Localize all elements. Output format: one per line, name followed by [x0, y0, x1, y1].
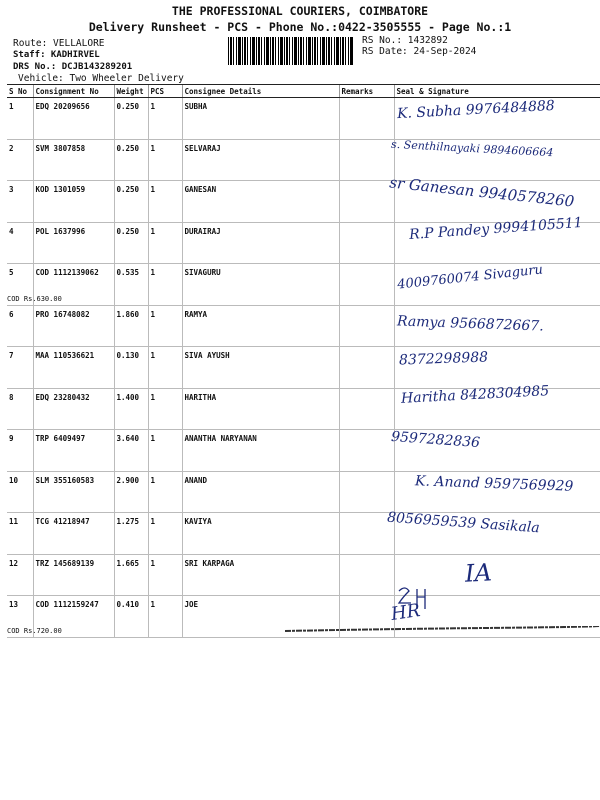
row-sno: 12 — [7, 554, 33, 596]
company-title: THE PROFESSIONAL COURIERS, COIMBATORE — [171, 4, 429, 18]
row-signature — [390, 137, 600, 181]
row-pcs: 1 — [148, 430, 182, 472]
vehicle-label: Vehicle: Two Wheeler Delivery — [18, 73, 184, 84]
route-label: Route: VELLALORE — [13, 38, 105, 49]
table-row — [7, 471, 600, 513]
row-weight: 0.250 — [114, 98, 148, 140]
row-pcs: 1 — [148, 554, 182, 596]
row-sno: 5 COD Rs.630.00 — [7, 264, 33, 306]
row-remarks — [339, 347, 394, 389]
row-consignee: KAVIYA — [182, 513, 339, 555]
row-sno: 10 — [7, 471, 33, 513]
row-remarks — [339, 98, 394, 140]
handwritten-signature: IA — [463, 557, 493, 588]
handwritten-signature: K. Subha 9976484888 — [396, 97, 555, 123]
row-sno: 3 — [7, 181, 33, 223]
row-consignment-no: SVM 3807858 — [33, 139, 114, 181]
row-sno: 11 — [7, 513, 33, 555]
table-row — [7, 388, 600, 430]
staff-label: Staff: KADHIRVEL — [13, 50, 100, 60]
row-pcs: 1 — [148, 222, 182, 264]
row-signature — [394, 214, 600, 264]
row-sno: 6 — [7, 305, 33, 347]
row-consignee: DURAIRAJ — [182, 222, 339, 264]
row-weight: 1.400 — [114, 388, 148, 430]
row-pcs: 1 — [148, 513, 182, 555]
runsheet-subtitle: Delivery Runsheet - PCS - Phone No.:0422-3505555 - Page No.:1 — [88, 20, 512, 34]
row-consignee: JOE — [182, 596, 339, 638]
row-remarks — [339, 388, 394, 430]
rs-date: RS Date: 24-Sep-2024 — [362, 46, 477, 57]
row-consignment-no: SLM 355160583 — [33, 471, 114, 513]
row-consignment-no: POL 1637996 — [33, 222, 114, 264]
row-signature — [394, 264, 600, 306]
handwritten-signature: s. Senthilnayaki 9894606664 — [390, 137, 554, 159]
row-remarks — [339, 554, 394, 596]
table-row — [7, 264, 600, 306]
row-signature — [394, 471, 600, 513]
handwritten-signature: 8056959539 Sasikala — [386, 509, 540, 537]
row-sno: 7 — [7, 347, 33, 389]
row-consignment-no: COD 1112139062 — [33, 264, 114, 306]
table-row — [7, 554, 600, 596]
row-consignment-no: TRZ 145689139 — [33, 554, 114, 596]
row-consignment-no: PRO 16748082 — [33, 305, 114, 347]
row-weight: 1.665 — [114, 554, 148, 596]
table-row — [7, 513, 600, 555]
row-remarks — [339, 139, 394, 181]
cod-amount: COD Rs.720.00 — [7, 626, 62, 635]
col-header-remarks: Remarks — [339, 85, 394, 98]
row-consignee: ANANTHA NARYANAN — [182, 430, 339, 472]
handwritten-signature: sr Ganesan 9940578260 — [388, 173, 575, 211]
row-consignment-no: EDQ 20209656 — [33, 98, 114, 140]
table-header-row — [7, 85, 600, 98]
row-pcs: 1 — [148, 181, 182, 223]
handwritten-signature: R.P Pandey 9994105511 — [408, 214, 583, 243]
row-sno: 8 — [7, 388, 33, 430]
col-header-consignee: Consignee Details — [182, 85, 339, 98]
row-pcs: 1 — [148, 347, 182, 389]
row-consignee: SRI KARPAGA — [182, 554, 339, 596]
row-pcs: 1 — [148, 305, 182, 347]
col-header-consignment: Consignment No — [33, 85, 114, 98]
row-consignee: GANESAN — [182, 181, 339, 223]
row-consignee: SIVA AYUSH — [182, 347, 339, 389]
row-sno: 9 — [7, 430, 33, 472]
handwritten-signature: 4009760074 Sivaguru — [396, 262, 544, 293]
row-remarks — [339, 513, 394, 555]
row-weight: 0.130 — [114, 347, 148, 389]
row-sno: 2 — [7, 139, 33, 181]
row-remarks — [339, 264, 394, 306]
row-consignee: SIVAGURU — [182, 264, 339, 306]
cod-amount: COD Rs.630.00 — [7, 294, 62, 303]
handwritten-signature: Haritha 8428304985 — [400, 382, 550, 407]
row-pcs: 1 — [148, 264, 182, 306]
row-signature — [394, 305, 600, 347]
row-signature — [394, 98, 600, 140]
table-row — [7, 222, 600, 264]
row-weight: 2.900 — [114, 471, 148, 513]
table-row — [7, 139, 600, 181]
row-remarks — [339, 471, 394, 513]
row-pcs: 1 — [148, 139, 182, 181]
row-consignment-no: TCG 41218947 — [33, 513, 114, 555]
row-consignee: SELVARAJ — [182, 139, 339, 181]
row-consignee: SUBHA — [182, 98, 339, 140]
barcode — [228, 37, 354, 65]
row-weight: 1.860 — [114, 305, 148, 347]
handwritten-signature: Ramya 9566872667. — [396, 312, 544, 335]
row-signature — [390, 428, 600, 472]
row-remarks — [339, 222, 394, 264]
drs-number: DRS No.: DCJB143289201 — [13, 62, 133, 72]
pen-stroke-line — [285, 626, 600, 632]
row-weight: 0.535 — [114, 264, 148, 306]
row-weight: 0.250 — [114, 139, 148, 181]
row-weight: 1.275 — [114, 513, 148, 555]
row-remarks — [339, 430, 394, 472]
col-header-signature: Seal & Signature — [394, 85, 600, 98]
row-consignment-no: KOD 1301059 — [33, 181, 114, 223]
row-weight: 0.250 — [114, 181, 148, 223]
handwritten-signature: K. Anand 9597569929 — [414, 472, 574, 495]
table-row — [7, 430, 600, 472]
row-remarks — [339, 181, 394, 223]
row-consignee: ANAND — [182, 471, 339, 513]
col-header-pcs: PCS — [148, 85, 182, 98]
runsheet-table — [7, 84, 600, 638]
row-consignment-no: TRP 6409497 — [33, 430, 114, 472]
row-sno: 1 — [7, 98, 33, 140]
row-consignment-no: MAA 110536621 — [33, 347, 114, 389]
table-row — [7, 98, 600, 140]
table-row — [7, 305, 600, 347]
row-signature — [386, 509, 600, 555]
row-weight: 3.640 — [114, 430, 148, 472]
row-weight: 0.250 — [114, 222, 148, 264]
row-consignee: HARITHA — [182, 388, 339, 430]
row-pcs: 1 — [148, 596, 182, 638]
row-consignment-no: EDQ 23280432 — [33, 388, 114, 430]
row-weight: 0.410 — [114, 596, 148, 638]
handwritten-signature: HR — [389, 600, 422, 625]
row-consignee: RAMYA — [182, 305, 339, 347]
row-pcs: 1 — [148, 471, 182, 513]
row-sno: 13 COD Rs.720.00 — [7, 596, 33, 638]
handwritten-signature: 8372298988 — [398, 349, 488, 369]
col-header-sno: S No — [7, 85, 33, 98]
handwritten-mark — [395, 583, 435, 611]
col-header-weight: Weight — [114, 85, 148, 98]
handwritten-signature: 9597282836 — [390, 428, 481, 452]
rs-number: RS No.: 1432892 — [362, 35, 448, 46]
row-signature — [394, 382, 600, 430]
row-pcs: 1 — [148, 98, 182, 140]
row-remarks — [339, 305, 394, 347]
row-pcs: 1 — [148, 388, 182, 430]
row-signature — [394, 347, 600, 389]
row-consignment-no: COD 1112159247 — [33, 596, 114, 638]
table-row — [7, 181, 600, 223]
table-row — [7, 347, 600, 389]
row-sno: 4 — [7, 222, 33, 264]
